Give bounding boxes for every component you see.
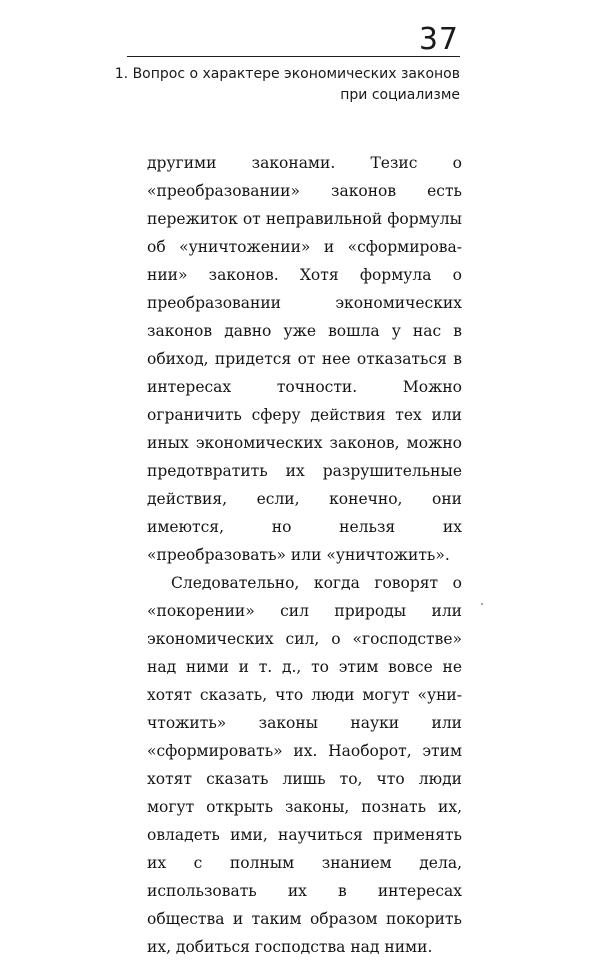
body-text bbox=[147, 149, 462, 961]
paragraph-1: другими законами. Тезис о «преобразовании» законов есть пережиток от неправильной формулы об «уничтожении» и «сформировании» законов. Хотя формула о преобразовании экономических законов давно уже вошла у нас в обиход, придется от нее отказаться в интересах точности. Можно ограничить сферу действия тех или иных экономических законов, можно предотвратить их разрушительные действия, если, конечно, они имеются, но нельзя их «преобразовать» или «уничтожить». bbox=[147, 154, 462, 564]
running-head-line-2: при социализме bbox=[340, 87, 460, 103]
page-number: 37 bbox=[418, 22, 459, 57]
running-head bbox=[100, 64, 460, 106]
running-head-line-1: 1. Вопрос о характере экономических законов bbox=[114, 66, 460, 82]
header-divider bbox=[127, 56, 460, 57]
print-speck bbox=[481, 603, 483, 605]
paragraph-2: Следовательно, когда говорят о «покорении» сил природы или экономических сил, о «господстве» над ними и т. д., то этим вовсе не хотят сказать, что люди могут «уничтожить» законы науки или «сформировать» их. Наоборот, этим хотят сказать лишь то, что люди могут открыть законы, познать их, овладеть ими, научиться применять их с полным знанием дела, использовать их в интересах общества и таким образом покорить их, добиться господства над ними. bbox=[147, 574, 462, 956]
